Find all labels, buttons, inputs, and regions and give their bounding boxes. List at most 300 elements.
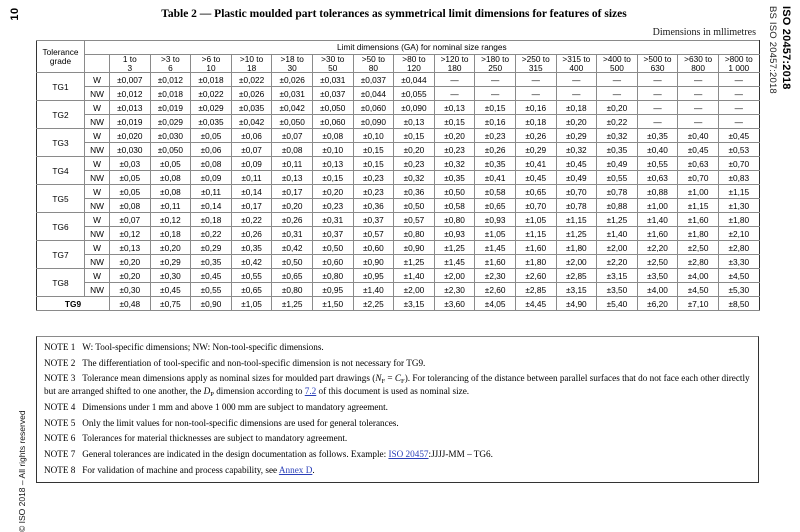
header-range-15 <box>718 55 759 73</box>
tolerance-value-cell: — <box>678 73 719 87</box>
note-3-clause-link[interactable]: 7.2 <box>304 385 317 396</box>
tolerance-value-cell: ±0,26 <box>475 143 516 157</box>
tolerance-value-cell: ±0,41 <box>475 171 516 185</box>
row-grade-label: TG8 <box>37 269 85 297</box>
tolerance-value-cell: ±0,41 <box>515 157 556 171</box>
copyright-notice: © ISO 2018 – All rights reserved <box>17 410 27 532</box>
table-row <box>37 185 760 199</box>
note-3-symbol-n: N <box>375 373 382 384</box>
tolerance-value-cell: ±0,018 <box>150 87 191 101</box>
tolerance-value-cell: ±0,80 <box>272 283 313 297</box>
tolerance-value-cell: ±0,55 <box>597 171 638 185</box>
tolerance-value-cell: ±0,45 <box>515 171 556 185</box>
tolerance-value-cell: ±0,019 <box>110 115 151 129</box>
row-dimension-type: W <box>85 157 110 171</box>
tolerance-value-cell: ±0,029 <box>150 115 191 129</box>
tolerance-value-cell: ±0,35 <box>231 241 272 255</box>
tolerance-value-cell: ±0,23 <box>312 199 353 213</box>
tolerance-value-cell: ±0,58 <box>475 185 516 199</box>
tolerance-value-cell: ±0,18 <box>556 101 597 115</box>
tolerance-value-cell: ±0,49 <box>597 157 638 171</box>
tolerance-value-cell: ±1,60 <box>515 241 556 255</box>
note-3-text-part4: of this document is used as nominal size. <box>316 385 470 396</box>
tolerance-value-cell: ±0,22 <box>597 115 638 129</box>
tolerance-value-cell: ±2,00 <box>556 255 597 269</box>
tolerance-value-cell: ±1,25 <box>556 227 597 241</box>
tolerance-value-cell: ±0,23 <box>353 185 394 199</box>
range-line2: 120 <box>407 62 421 73</box>
tolerance-value-cell: ±0,12 <box>110 227 151 241</box>
tolerance-value-cell: ±0,050 <box>272 115 313 129</box>
tolerance-value-cell: ±0,20 <box>272 199 313 213</box>
tolerance-value-cell: ±0,75 <box>150 297 191 311</box>
tolerance-value-cell: ±2,60 <box>515 269 556 283</box>
table-row <box>37 199 760 213</box>
tolerance-value-cell: ±2,85 <box>556 269 597 283</box>
tolerance-value-cell: ±0,83 <box>718 171 759 185</box>
tolerance-value-cell: ±4,50 <box>678 283 719 297</box>
tolerance-value-cell: — <box>718 87 759 101</box>
table-row <box>37 213 760 227</box>
tolerance-value-cell: ±0,93 <box>434 227 475 241</box>
tolerance-value-cell: ±0,35 <box>434 171 475 185</box>
tolerance-value-cell: — <box>515 87 556 101</box>
range-line1: >400 to <box>602 54 631 64</box>
tolerance-value-cell: ±0,63 <box>678 157 719 171</box>
tolerance-value-cell: ±0,29 <box>191 241 232 255</box>
tolerance-value-cell: ±0,32 <box>556 143 597 157</box>
tolerance-value-cell: ±1,80 <box>515 255 556 269</box>
tolerance-value-cell: ±0,13 <box>110 241 151 255</box>
note-7-text-part2: :JJJJ-MM – TG6. <box>428 449 493 460</box>
tolerance-value-cell: — <box>718 115 759 129</box>
tolerance-value-cell: ±0,18 <box>515 115 556 129</box>
table-row <box>37 73 760 87</box>
tolerance-value-cell: ±0,060 <box>312 115 353 129</box>
tolerance-value-cell: ±0,05 <box>110 185 151 199</box>
row-dimension-type: W <box>85 129 110 143</box>
tolerance-value-cell: ±0,13 <box>394 115 435 129</box>
note-3 <box>44 372 751 397</box>
tolerance-value-cell: ±1,15 <box>556 213 597 227</box>
note-2 <box>44 357 751 369</box>
note-3-subscript-c: F <box>401 378 405 386</box>
tolerance-value-cell: ±0,16 <box>475 115 516 129</box>
tolerance-value-cell: ±0,09 <box>231 157 272 171</box>
tolerance-value-cell: ±2,00 <box>597 241 638 255</box>
tolerance-value-cell: — <box>678 87 719 101</box>
tolerance-value-cell: ±0,029 <box>191 101 232 115</box>
table-row <box>37 143 760 157</box>
range-line1: >6 to <box>201 54 221 64</box>
note-6-text: Tolerances for material thicknesses are subject to mandatory agreement. <box>82 433 348 444</box>
tolerance-value-cell: ±0,090 <box>353 115 394 129</box>
row-grade-label: TG3 <box>37 129 85 157</box>
table-title: Table 2 — Plastic moulded part tolerances as symmetrical limit dimensions for features of sizes <box>161 8 627 20</box>
tolerance-value-cell: ±0,78 <box>597 185 638 199</box>
tolerance-value-cell: ±5,30 <box>718 283 759 297</box>
tolerance-value-cell: ±7,10 <box>678 297 719 311</box>
tolerance-value-cell: ±0,05 <box>191 129 232 143</box>
tolerance-value-cell: ±1,45 <box>434 255 475 269</box>
tolerance-value-cell: ±0,37 <box>312 227 353 241</box>
tolerance-value-cell: ±0,20 <box>110 255 151 269</box>
note-3-subscript-n: F <box>381 378 386 386</box>
tolerance-value-cell: — <box>597 73 638 87</box>
range-line2: 250 <box>488 62 503 73</box>
tolerance-value-cell: — <box>637 87 678 101</box>
tolerance-value-cell: ±1,05 <box>231 297 272 311</box>
tolerance-value-cell: ±0,012 <box>110 87 151 101</box>
tolerance-value-cell: — <box>637 73 678 87</box>
tolerance-value-cell: ±0,17 <box>272 185 313 199</box>
tolerance-value-cell: ±0,060 <box>353 101 394 115</box>
tolerance-value-cell: ±0,030 <box>150 129 191 143</box>
row-dimension-type: W <box>85 73 110 87</box>
tolerance-value-cell: ±0,80 <box>394 227 435 241</box>
tolerance-value-cell: ±0,45 <box>678 143 719 157</box>
row-dimension-type: NW <box>85 115 110 129</box>
tolerance-value-cell: ±0,022 <box>191 87 232 101</box>
tolerance-value-cell: ±1,30 <box>718 199 759 213</box>
tolerance-value-cell: ±0,055 <box>394 87 435 101</box>
tolerance-value-cell: ±0,037 <box>312 87 353 101</box>
tolerance-value-cell: ±2,30 <box>434 283 475 297</box>
tolerance-value-cell: ±0,05 <box>150 157 191 171</box>
tolerance-value-cell: ±0,90 <box>353 255 394 269</box>
tolerance-value-cell: ±0,044 <box>394 73 435 87</box>
tolerance-value-cell: ±0,09 <box>191 171 232 185</box>
tolerance-value-cell: — <box>678 115 719 129</box>
table-row <box>37 157 760 171</box>
range-line2: 30 <box>287 62 297 73</box>
tolerance-value-cell: ±0,06 <box>231 129 272 143</box>
tolerance-value-cell: ±0,40 <box>678 129 719 143</box>
row-dimension-type: W <box>85 241 110 255</box>
range-line1: >180 to <box>481 54 510 64</box>
tolerance-value-cell: ±0,45 <box>150 283 191 297</box>
tolerance-value-cell: ±0,15 <box>312 171 353 185</box>
tolerance-value-cell: ±2,50 <box>637 255 678 269</box>
range-line2: 400 <box>569 62 584 73</box>
tolerance-value-cell: ±0,019 <box>150 101 191 115</box>
tolerance-value-cell: ±0,60 <box>312 255 353 269</box>
tolerance-value-cell: ±0,70 <box>678 171 719 185</box>
tolerance-value-cell: ±2,50 <box>678 241 719 255</box>
units-caption: Dimensions in mllimetres <box>652 27 756 38</box>
standard-reference-iso: ISO 20457:2018 <box>780 6 792 90</box>
range-line1: >800 to <box>724 54 753 64</box>
range-line1: >30 to <box>321 54 345 64</box>
tolerance-value-cell: ±4,50 <box>718 269 759 283</box>
tolerance-value-cell: — <box>597 87 638 101</box>
header-range-7 <box>394 55 435 73</box>
tolerance-value-cell: ±0,007 <box>110 73 151 87</box>
note-5-text: Only the limit values for non-tool-specific dimensions are used for general tolerances. <box>82 417 399 428</box>
tolerance-value-cell: ±0,48 <box>110 297 151 311</box>
tolerance-value-cell: — <box>678 101 719 115</box>
tolerance-value-cell: ±0,55 <box>191 283 232 297</box>
tolerance-value-cell: ±1,25 <box>597 213 638 227</box>
tolerance-value-cell: ±0,03 <box>110 157 151 171</box>
row-grade-label: TG2 <box>37 101 85 129</box>
notes-section <box>36 336 759 483</box>
range-line1: >10 to <box>239 54 264 64</box>
header-range-8 <box>434 55 475 73</box>
tolerance-value-cell: ±4,05 <box>475 297 516 311</box>
note-1-label: NOTE 1 <box>44 342 76 352</box>
tolerance-value-cell: ±0,08 <box>272 143 313 157</box>
range-line2: 630 <box>650 62 665 73</box>
row-dimension-type: W <box>85 269 110 283</box>
tolerance-value-cell: ±0,22 <box>231 213 272 227</box>
tolerance-value-cell: ±0,55 <box>231 269 272 283</box>
tolerance-value-cell: ±3,60 <box>434 297 475 311</box>
tolerance-value-cell: ±0,20 <box>394 143 435 157</box>
header-range-10 <box>515 55 556 73</box>
tolerance-value-cell: ±1,60 <box>678 213 719 227</box>
tolerance-value-cell: ±0,18 <box>191 213 232 227</box>
tolerance-value-cell: ±0,044 <box>353 87 394 101</box>
tolerance-value-cell: ±0,70 <box>718 157 759 171</box>
table-row <box>37 129 760 143</box>
tolerance-value-cell: ±0,13 <box>434 101 475 115</box>
table-header-row-ranges <box>37 55 760 73</box>
tolerance-value-cell: ±0,031 <box>312 73 353 87</box>
tolerance-value-cell: ±3,15 <box>556 283 597 297</box>
range-line2: 180 <box>447 62 462 73</box>
tolerance-value-cell: ±0,35 <box>475 157 516 171</box>
note-4-label: NOTE 4 <box>44 402 76 413</box>
tolerance-value-cell: ±0,93 <box>475 213 516 227</box>
tolerance-value-cell: ±6,20 <box>637 297 678 311</box>
note-6 <box>44 432 751 444</box>
note-7 <box>44 448 751 460</box>
tolerance-value-cell: ±0,29 <box>150 255 191 269</box>
tolerance-value-cell: ±1,80 <box>678 227 719 241</box>
tolerance-value-cell: ±5,40 <box>597 297 638 311</box>
tolerance-value-cell: ±1,80 <box>556 241 597 255</box>
tolerance-value-cell: ±0,80 <box>312 269 353 283</box>
tolerance-value-cell: ±0,32 <box>597 129 638 143</box>
tolerance-value-cell: ±0,11 <box>272 157 313 171</box>
tolerance-value-cell: ±0,57 <box>394 213 435 227</box>
note-7-standard-link[interactable]: ISO 20457 <box>388 449 429 460</box>
note-4-text: Dimensions under 1 mm and above 1 000 mm are subject to mandatory agreement. <box>82 402 388 413</box>
page-number: 10 <box>9 7 21 21</box>
tolerance-value-cell: ±0,23 <box>394 157 435 171</box>
row-dimension-type: W <box>85 185 110 199</box>
tolerance-value-cell: ±8,50 <box>718 297 759 311</box>
note-8-text-part1: For validation of machine and process capability, see <box>82 464 279 475</box>
table-row <box>37 101 760 115</box>
tolerance-value-cell: ±0,07 <box>231 143 272 157</box>
tolerance-value-cell: ±1,25 <box>394 255 435 269</box>
range-line1: >315 to <box>562 54 591 64</box>
tolerance-value-cell: ±0,08 <box>191 157 232 171</box>
tolerance-value-cell: ±0,026 <box>272 73 313 87</box>
tolerance-value-cell: ±0,035 <box>231 101 272 115</box>
table-header-row-span <box>37 41 760 55</box>
tolerance-value-cell: ±3,50 <box>597 283 638 297</box>
tolerance-value-cell: ±2,85 <box>515 283 556 297</box>
tolerance-value-cell: ±0,08 <box>110 199 151 213</box>
table-row <box>37 283 760 297</box>
tolerance-value-cell: ±4,45 <box>515 297 556 311</box>
tolerance-value-cell: ±0,35 <box>637 129 678 143</box>
tolerance-value-cell: ±2,20 <box>597 255 638 269</box>
tolerance-value-cell: ±0,20 <box>434 129 475 143</box>
tolerance-value-cell: ±2,60 <box>475 283 516 297</box>
tolerance-value-cell: ±1,00 <box>637 199 678 213</box>
tolerance-value-cell: ±0,32 <box>394 171 435 185</box>
tolerance-value-cell: ±0,20 <box>597 101 638 115</box>
tolerance-value-cell: ±0,11 <box>150 199 191 213</box>
note-8-annex-link[interactable]: Annex D <box>278 464 313 475</box>
row-grade-label: TG9 <box>37 297 110 311</box>
row-grade-label: TG6 <box>37 213 85 241</box>
standard-reference-bs: BS ISO 20457:2018 <box>767 6 778 94</box>
range-line2: 50 <box>328 62 338 73</box>
tolerance-value-cell: ±0,15 <box>475 101 516 115</box>
tolerance-value-cell: ±0,88 <box>637 185 678 199</box>
header-range-2 <box>191 55 232 73</box>
header-limit-dimensions: Limit dimensions (GA) for nominal size ranges <box>85 41 760 55</box>
tolerance-value-cell: ±0,58 <box>434 199 475 213</box>
note-1-text: W: Tool-specific dimensions; NW: Non-tool-specific dimensions. <box>82 342 324 352</box>
tolerance-value-cell: ±0,32 <box>434 157 475 171</box>
tolerance-table <box>36 40 760 311</box>
range-line1: >18 to <box>280 54 304 64</box>
tolerance-value-cell: ±0,50 <box>434 185 475 199</box>
header-range-5 <box>312 55 353 73</box>
note-3-text-part3: dimension according to <box>213 385 305 396</box>
tolerance-value-cell: ±0,53 <box>718 143 759 157</box>
tolerance-value-cell: ±0,11 <box>191 185 232 199</box>
tolerance-value-cell: ±0,026 <box>231 87 272 101</box>
tolerance-value-cell: ±0,31 <box>312 213 353 227</box>
header-tolerance-grade: Tolerance grade <box>37 41 85 73</box>
tolerance-value-cell: — <box>475 73 516 87</box>
tolerance-value-cell: ±0,090 <box>394 101 435 115</box>
row-dimension-type: NW <box>85 283 110 297</box>
tolerance-value-cell: ±0,08 <box>312 129 353 143</box>
header-range-13 <box>637 55 678 73</box>
note-3-symbol-d: D <box>203 385 211 396</box>
tolerance-value-cell: ±0,013 <box>110 101 151 115</box>
tolerance-value-cell: ±0,14 <box>231 185 272 199</box>
tolerance-value-cell: ±1,25 <box>434 241 475 255</box>
tolerance-value-cell: ±0,50 <box>312 241 353 255</box>
tolerance-value-cell: ±0,23 <box>353 171 394 185</box>
tolerance-value-cell: ±0,30 <box>150 269 191 283</box>
tolerance-value-cell: ±0,14 <box>191 199 232 213</box>
tolerance-value-cell: ±0,63 <box>637 171 678 185</box>
tolerance-value-cell: ±0,15 <box>353 143 394 157</box>
tolerance-value-cell: ±2,25 <box>353 297 394 311</box>
tolerance-value-cell: ±0,45 <box>718 129 759 143</box>
table-header <box>37 41 760 73</box>
range-line2: 500 <box>610 62 624 73</box>
tolerance-value-cell: ±0,65 <box>272 269 313 283</box>
row-grade-label: TG4 <box>37 157 85 185</box>
tolerance-value-cell: ±0,050 <box>150 143 191 157</box>
tolerance-value-cell: ±0,26 <box>231 227 272 241</box>
tolerance-value-cell: ±0,13 <box>312 157 353 171</box>
row-dimension-type: NW <box>85 199 110 213</box>
range-line1: >120 to <box>440 54 469 64</box>
tolerance-value-cell: ±1,50 <box>312 297 353 311</box>
tolerance-value-cell: ±0,035 <box>191 115 232 129</box>
table-row <box>37 269 760 283</box>
tolerance-value-cell: ±2,00 <box>394 283 435 297</box>
header-range-4 <box>272 55 313 73</box>
tolerance-value-cell: ±1,60 <box>637 227 678 241</box>
row-dimension-type: NW <box>85 87 110 101</box>
tolerance-value-cell: ±0,012 <box>150 73 191 87</box>
tolerance-value-cell: ±1,40 <box>353 283 394 297</box>
row-dimension-type: W <box>85 213 110 227</box>
tolerance-value-cell: ±2,10 <box>718 227 759 241</box>
tolerance-value-cell: — <box>637 115 678 129</box>
tolerance-value-cell: — <box>718 73 759 87</box>
range-line1: 1 to <box>122 54 137 64</box>
table-body <box>37 73 760 311</box>
tolerance-value-cell: ±0,08 <box>150 185 191 199</box>
tolerance-value-cell: — <box>515 73 556 87</box>
tolerance-value-cell: ±0,35 <box>191 255 232 269</box>
tolerance-value-cell: ±0,23 <box>475 129 516 143</box>
tolerance-value-cell: ±0,26 <box>272 213 313 227</box>
tolerance-value-cell: ±0,07 <box>110 213 151 227</box>
row-dimension-type: NW <box>85 171 110 185</box>
note-4 <box>44 401 751 413</box>
tolerance-value-cell: ±0,90 <box>191 297 232 311</box>
note-2-text: The differentiation of tool-specific and non-tool-specific dimension is not necessary for TG9. <box>82 357 426 368</box>
tolerance-value-cell: ±1,40 <box>637 213 678 227</box>
tolerance-value-cell: ±0,042 <box>231 115 272 129</box>
tolerance-value-cell: — <box>475 87 516 101</box>
note-3-label: NOTE 3 <box>44 373 76 384</box>
tolerance-value-cell: ±1,80 <box>718 213 759 227</box>
tolerance-value-cell: ±0,95 <box>312 283 353 297</box>
tolerance-value-cell: ±0,037 <box>353 73 394 87</box>
tolerance-value-cell: ±0,22 <box>191 227 232 241</box>
range-line2: 3 <box>127 62 133 73</box>
tolerance-value-cell: ±2,20 <box>637 241 678 255</box>
tolerance-value-cell: ±1,05 <box>475 227 516 241</box>
tolerance-value-cell: ±0,50 <box>394 199 435 213</box>
tolerance-value-cell: ±0,37 <box>353 213 394 227</box>
range-line2: 6 <box>168 62 173 73</box>
tolerance-value-cell: ±0,08 <box>150 171 191 185</box>
table-row <box>37 87 760 101</box>
tolerance-value-cell: ±4,00 <box>678 269 719 283</box>
note-3-text-part1: Tolerance mean dimensions apply as nominal sizes for moulded part drawings ( <box>82 373 376 384</box>
table-row <box>37 297 760 311</box>
tolerance-value-cell: — <box>434 73 475 87</box>
tolerance-value-cell: ±1,40 <box>597 227 638 241</box>
tolerance-value-cell: ±1,15 <box>515 227 556 241</box>
tolerance-value-cell: ±0,16 <box>515 101 556 115</box>
note-5 <box>44 417 751 429</box>
tolerance-value-cell: ±0,55 <box>637 157 678 171</box>
tolerance-value-cell: ±0,06 <box>191 143 232 157</box>
table-row <box>37 241 760 255</box>
tolerance-value-cell: ±0,11 <box>231 171 272 185</box>
tolerance-value-cell: ±3,30 <box>718 255 759 269</box>
tolerance-value-cell: ±0,65 <box>231 283 272 297</box>
